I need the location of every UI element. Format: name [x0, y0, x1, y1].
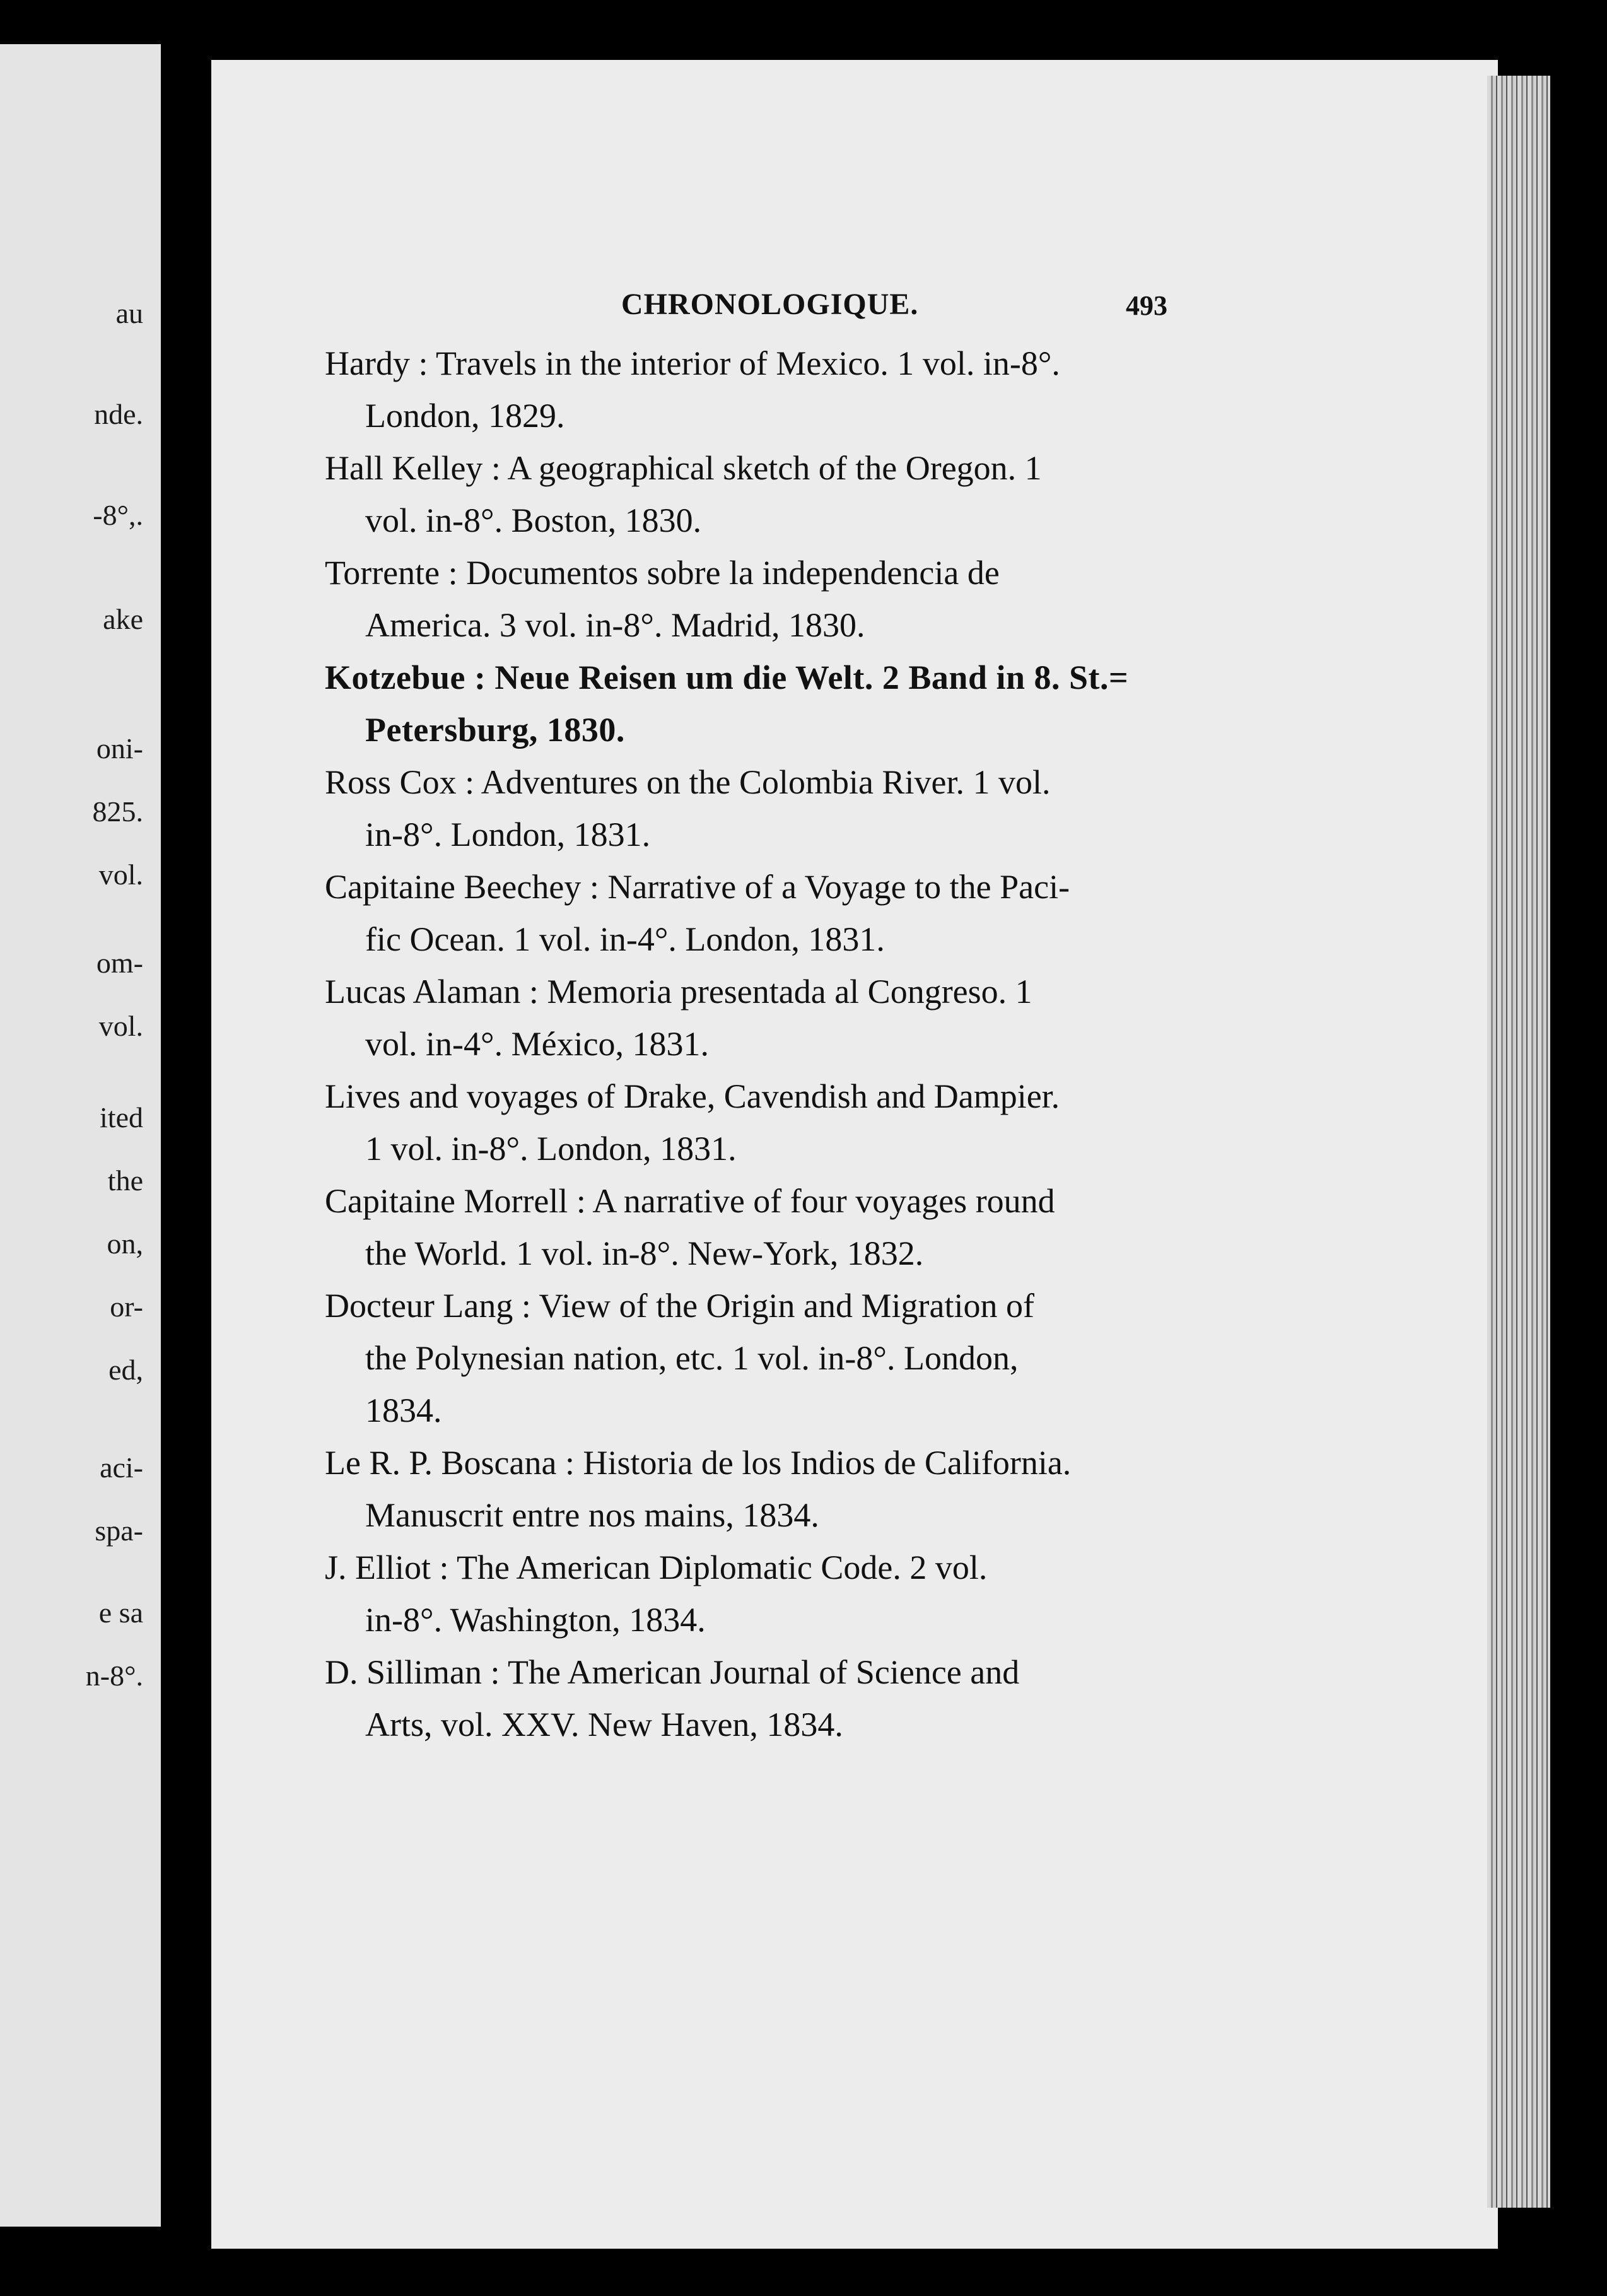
left-fragment-text: ake: [103, 603, 143, 635]
left-page-fragment: [0, 44, 161, 2227]
bibliography-entry: [325, 1280, 1397, 1437]
page-number: 493: [1126, 290, 1167, 321]
entry-first-line: Capitaine Beechey : Narrative of a Voyage to the Paci-: [325, 868, 1070, 906]
entry-first-line: Capitaine Morrell : A narrative of four voyages round: [325, 1182, 1055, 1220]
left-fragment-text: au: [115, 297, 143, 329]
entry-continuation-line: America. 3 vol. in-8°. Madrid, 1830.: [365, 606, 865, 644]
entry-continuation-line: in-8°. Washington, 1834.: [365, 1601, 706, 1639]
left-fragment-text: nde.: [94, 398, 143, 430]
main-page: [211, 60, 1498, 2249]
entry-first-line: Lucas Alaman : Memoria presentada al Congreso. 1: [325, 973, 1032, 1010]
entry-continuation-line: Petersburg, 1830.: [365, 711, 625, 749]
left-fragment-text: oni-: [96, 732, 143, 764]
bibliography-entry: [325, 1175, 1397, 1280]
left-fragment-text: the: [107, 1164, 143, 1197]
left-fragment-text: or-: [110, 1291, 143, 1323]
entry-first-line: Docteur Lang : View of the Origin and Migration of: [325, 1287, 1034, 1325]
gutter-shadow: [161, 38, 211, 2233]
entry-continuation-line: vol. in-4°. México, 1831.: [365, 1025, 710, 1063]
bibliography-entry: [325, 1070, 1397, 1175]
entry-continuation-line: fic Ocean. 1 vol. in-4°. London, 1831.: [365, 920, 885, 958]
left-fragment-text: ited: [100, 1101, 143, 1133]
bibliography-entry: [325, 1542, 1397, 1646]
running-header: [211, 287, 1498, 337]
entry-first-line: Ross Cox : Adventures on the Colombia River. 1 vol.: [325, 763, 1051, 801]
bibliography-entry: [325, 547, 1397, 652]
bibliography-entry: [325, 966, 1397, 1070]
left-fragment-text: -8°,.: [93, 499, 143, 531]
entry-continuation-line: London, 1829.: [365, 397, 565, 435]
bibliography-entries: [325, 337, 1397, 1751]
left-fragment-text: e sa: [98, 1596, 143, 1629]
bibliography-entry: [325, 337, 1397, 442]
left-fragment-text: ed,: [108, 1354, 143, 1386]
left-fragment-text: on,: [107, 1227, 143, 1260]
left-fragment-text: n-8°.: [85, 1660, 143, 1692]
entry-continuation-line: vol. in-8°. Boston, 1830.: [365, 501, 702, 539]
left-fragment-text: om-: [96, 947, 143, 979]
bibliography-entry: [325, 1646, 1397, 1751]
entry-continuation-line: in-8°. London, 1831.: [365, 816, 651, 853]
entry-continuation-line: Manuscrit entre nos mains, 1834.: [365, 1496, 819, 1534]
entry-continuation-line: Arts, vol. XXV. New Haven, 1834.: [365, 1706, 843, 1743]
entry-continuation-line: 1 vol. in-8°. London, 1831.: [365, 1130, 737, 1168]
bibliography-entry: [325, 1437, 1397, 1542]
page-edge-stripes: [1487, 76, 1550, 2208]
left-fragment-text: aci-: [100, 1451, 143, 1484]
left-fragment-text: 825.: [92, 795, 143, 828]
entry-first-line: J. Elliot : The American Diplomatic Code. 2 vol.: [325, 1549, 988, 1586]
header-title: CHRONOLOGIQUE.: [621, 288, 919, 321]
entry-first-line: Kotzebue : Neue Reisen um die Welt. 2 Band in 8. St.=: [325, 659, 1129, 696]
entry-continuation-line: the Polynesian nation, etc. 1 vol. in-8°. London,: [365, 1339, 1019, 1377]
entry-continuation-line: the World. 1 vol. in-8°. New-York, 1832.: [365, 1234, 924, 1272]
bibliography-entry: [325, 756, 1397, 861]
bibliography-entry: [325, 861, 1397, 966]
bibliography-entry: [325, 442, 1397, 547]
entry-first-line: Hall Kelley : A geographical sketch of the Oregon. 1: [325, 449, 1042, 487]
entry-first-line: Le R. P. Boscana : Historia de los Indios de California.: [325, 1444, 1072, 1482]
bibliography-entry: [325, 652, 1397, 756]
entry-first-line: Torrente : Documentos sobre la independencia de: [325, 554, 1000, 592]
entry-first-line: Hardy : Travels in the interior of Mexico. 1 vol. in-8°.: [325, 344, 1060, 382]
entry-first-line: D. Silliman : The American Journal of Science and: [325, 1653, 1020, 1691]
left-fragment-text: vol.: [98, 858, 143, 891]
left-fragment-text: spa-: [95, 1514, 143, 1547]
left-fragment-text: vol.: [98, 1010, 143, 1042]
entry-continuation-line: 1834.: [365, 1391, 442, 1429]
entry-first-line: Lives and voyages of Drake, Cavendish and Dampier.: [325, 1077, 1060, 1115]
